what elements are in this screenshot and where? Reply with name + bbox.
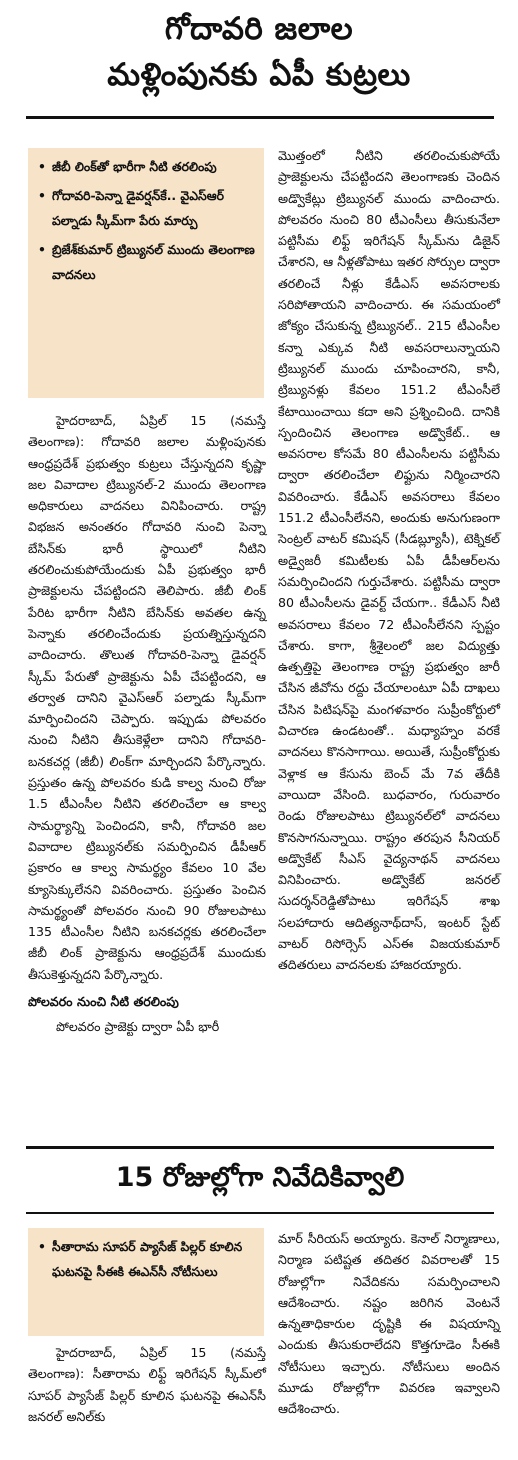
article1-headline-line1: గోదావరి జలాల — [164, 11, 354, 47]
article1-headline — [6, 6, 512, 98]
article1-body-left: హైదరాబాద్, ఏప్రిల్ 15 (నమస్తే తెలంగాణ): గోదావరి జలాల మళ్లింపునకు ఆంధ్రప్రదేశ్ ప్రభుత్వం కుట్రలు చేస్తున్నదని కృష్ణా జల వివాదాల ట్రిబ్యునల్-2 ముందు తెలంగాణ అధికారులు వాదనలు వినిపించారు. రాష్ట్ర విభజన అనంతరం గోదావరి నుంచి పెన్నా బేసిన్‌కు భారీ స్థాయిలో నీటిని తరలించుకుపోయేందుకు ఏపీ ప్రభుత్వం భారీ ప్రాజెక్టులను చేపట్టిందని తెలిపారు. జీబీ లింక్ పేరిట భారీగా నీటిని బేసిన్‌కు అవతల ఉన్న పెన్నాకు తరలించేందుకు ప్రయత్నిస్తున్నదని వాదించారు. తొలుత గోదావరి-పెన్నా డైవర్షన్ స్కీమ్ పేరుతో ప్రాజెక్టును ఏపీ చేపట్టిందని, ఆ తర్వాత దానిని వైఎస్‌ఆర్ పల్నాడు స్కీమ్‌గా మార్పించిందని చెప్పారు. ఇప్పుడు పోలవరం నుంచి నీటిని తీసుకెళ్లేలా దానిని గోదావరి-బనకచర్ల (జీబీ) లింక్‌గా మార్చిందని పేర్కొన్నారు. ప్రస్తుతం ఉన్న పోలవరం కుడి కాల్వ నుంచి రోజు 1.5 టీఎంసీల నీటిని తరలించేలా ఆ కాల్వ సామర్థ్యాన్ని పెంచిందని, కానీ, గోదావరి జల వివాదాల ట్రిబ్యునల్‌కు సమర్పించిన డీపీఆర్ ప్రకారం ఆ కాల్వ సామర్థ్యం కేవలం 10 వేల క్యూసెక్కులేనని వివరించారు. ప్రస్తుతం పెంచిన సామర్థ్యంతో పోలవరం నుంచి 90 రోజులపాటు 135 టీఎంసీల నీటిని బనకచర్లకు తరలించేలా జీబీ లింక్ ప్రాజెక్టును ఆంధ్రప్రదేశ్ ముందుకు తీసుకెళ్తున్నదని పేర్కొన్నారు. — [28, 413, 266, 982]
highlight-item — [38, 154, 256, 179]
article2-body-right: మార్ సీరియస్ అయ్యారు. కెనాల్ నిర్మాణాలు, నిర్మాణ పటిష్టత తదితర వివరాలతో 15 రోజుల్లోగా నివేదికను సమర్పించాలని ఆదేశించారు. నష్టం జరిగిన వెంటనే ఉన్నతాధికారుల దృష్టికి ఈ విషయాన్ని ఎందుకు తీసుకురాలేదని కొత్తగూడెం సీఈకి నోటీసులు ఇచ్చారు. నోటీసులు అందిన మూడు రోజుల్లోగా వివరణ ఇవ్వాలని ఆదేశించారు. — [278, 1231, 500, 1417]
highlight-text: జీబీ లింక్‌తో భారీగా నీటి తరలింపు — [52, 159, 217, 174]
highlight-text: గోదావరి-పెన్నా డైవర్షన్‌కే.. వైఎస్‌ఆర్ పల్నాడు స్కీమ్‌గా పేరు మార్పు — [52, 188, 224, 228]
article2-body-left: హైదరాబాద్, ఏప్రిల్ 15 (నమస్తే తెలంగాణ): సీతారామ లిఫ్ట్ ఇరిగేషన్ స్కీమ్‌లో సూపర్ ప్యాసేజ్ పిల్లర్ కూలిన ఘటనపై ఈఎన్‌సీ జనరల్ అనిల్‌కు — [28, 1345, 266, 1424]
article1-body-right: మొత్తంలో నీటిని తరలించుకుపోయే ప్రాజెక్టులను చేపట్టిందని తెలంగాణకు చెందిన అడ్వొకేట్లు ట్రిబ్యునల్ ముందు వాదించారు. పోలవరం నుంచి 80 టీఎంసీలు తీసుకునేలా పట్టిసీమ లిఫ్ట్ ఇరిగేషన్ స్కీమ్‌ను డిజైన్ చేశారని, ఆ నీళ్లతోపాటు ఇతర సోర్సుల ద్వారా తరలించే నీళ్లు కేడీఎస్ అవసరాలకు సరిపోతాయని వాదించారు. ఈ సమయంలో జోక్యం చేసుకున్న ట్రిబ్యునల్.. 215 టీఎంసీల కన్నా ఎక్కువ నీటి అవసరాలున్నాయని ట్రిబ్యునల్ ముందు చూపించారని, కానీ, ట్రిబ్యునళ్లు కేవలం 151.2 టీఎంసీలే కేటాయించాయి కదా అని ప్రశ్నించింది. దానికి స్పందించిన తెలంగాణ అడ్వొకేట్.. ఆ అవసరాల కోసమే 80 టీఎంసీలను పట్టిసీమ ద్వారా తరలించేలా లిఫ్టును నిర్మించారని వివరించారు. కేడీఎస్ అవసరాలు కేవలం 151.2 టీఎంసీలేనని, అందుకు అనుగుణంగా సెంట్రల్ వాటర్ కమిషన్ (సీడబ్ల్యూసీ), టెక్నికల్ అడ్వైజరీ కమిటీలకు ఏపీ డీపీఆర్‌లను సమర్పించిందని గుర్తుచేశారు. పట్టిసీమ ద్వారా 80 టీఎంసీలను డైవర్ట్ చేయగా.. కేడీఎస్ నీటి అవసరాలు కేవలం 72 టీఎంసీలేనని స్పష్టం చేశారు. కాగా, శ్రీశైలంలో జల విద్యుత్తు ఉత్పత్తిపై తెలంగాణ రాష్ట్ర ప్రభుత్వం జారీ చేసిన జీవోను రద్దు చేయాలంటూ ఏపీ దాఖలు చేసిన పిటిషన్‌పై మంగళవారం సుప్రీంకోర్టులో విచారణ ఉండటంతో.. మధ్యాహ్నం వరకే వాదనలు కొనసాగాయి. అయితే, సుప్రీంకోర్టుకు వెళ్లాక ఆ కేసును బెంచ్ మే 7వ తేదీకి వాయిదా వేసింది. బుధవారం, గురువారం రెండు రోజులపాటు ట్రిబ్యునల్‌లో వాదనలు కొనసాగనున్నాయి. రాష్ట్రం తరపున సీనియర్ అడ్వొకేట్ సీఎస్ వైద్యనాథన్ వాదనలు వినిపించారు. అడ్వొకేట్ జనరల్ సుదర్శన్‌రెడ్డితోపాటు ఇరిగేషన్ శాఖ సలహాదారు ఆదిత్యనాథ్‌దాస్, ఇంటర్ స్టేట్ వాటర్ రిసోర్సెస్ ఎస్‌ఈ విజయకుమార్ తదితరులు వాదనలకు హాజరయ్యారు. — [278, 148, 500, 973]
article1-right-column — [278, 145, 500, 976]
highlight-item — [38, 183, 256, 233]
article2-left-column — [28, 1342, 266, 1427]
article1-subheading: పోలవరం నుంచి నీటి తరలింపు — [28, 994, 179, 1010]
article2-highlight-box — [28, 1228, 264, 1336]
article2-headline-rule — [26, 1212, 494, 1214]
article1-left-column — [28, 410, 266, 1038]
article1-body-left-tail: పోలవరం ప్రాజెక్టు ద్వారా ఏపీ భారీ — [56, 1019, 220, 1035]
article2-right-column — [278, 1228, 500, 1420]
bullet-icon: • — [38, 188, 46, 203]
highlight-text: సీతారామ సూపర్ ప్యాసేజ్ పిల్లర్ కూలిన ఘటనపై సీఈకి ఈఎన్‌సీ నోటీసులు — [52, 1239, 243, 1279]
article1-highlights-box — [28, 148, 264, 398]
bullet-icon: • — [38, 159, 46, 174]
article1-headline-line2: మళ్లింపునకు ఏపీ కుట్రలు — [107, 57, 411, 93]
article1-headline-rule — [26, 116, 494, 119]
highlight-item — [38, 1234, 256, 1284]
article-separator-rule — [26, 1146, 494, 1149]
highlight-text: బ్రిజేశ్‌కుమార్ ట్రిబ్యునల్ ముందు తెలంగాణ వాదనలు — [52, 242, 255, 282]
highlight-item — [38, 237, 256, 287]
bullet-icon: • — [38, 242, 46, 257]
article2-headline: 15 రోజుల్లోగా నివేదికివ్వాలి — [115, 1162, 405, 1193]
bullet-icon: • — [38, 1239, 46, 1254]
